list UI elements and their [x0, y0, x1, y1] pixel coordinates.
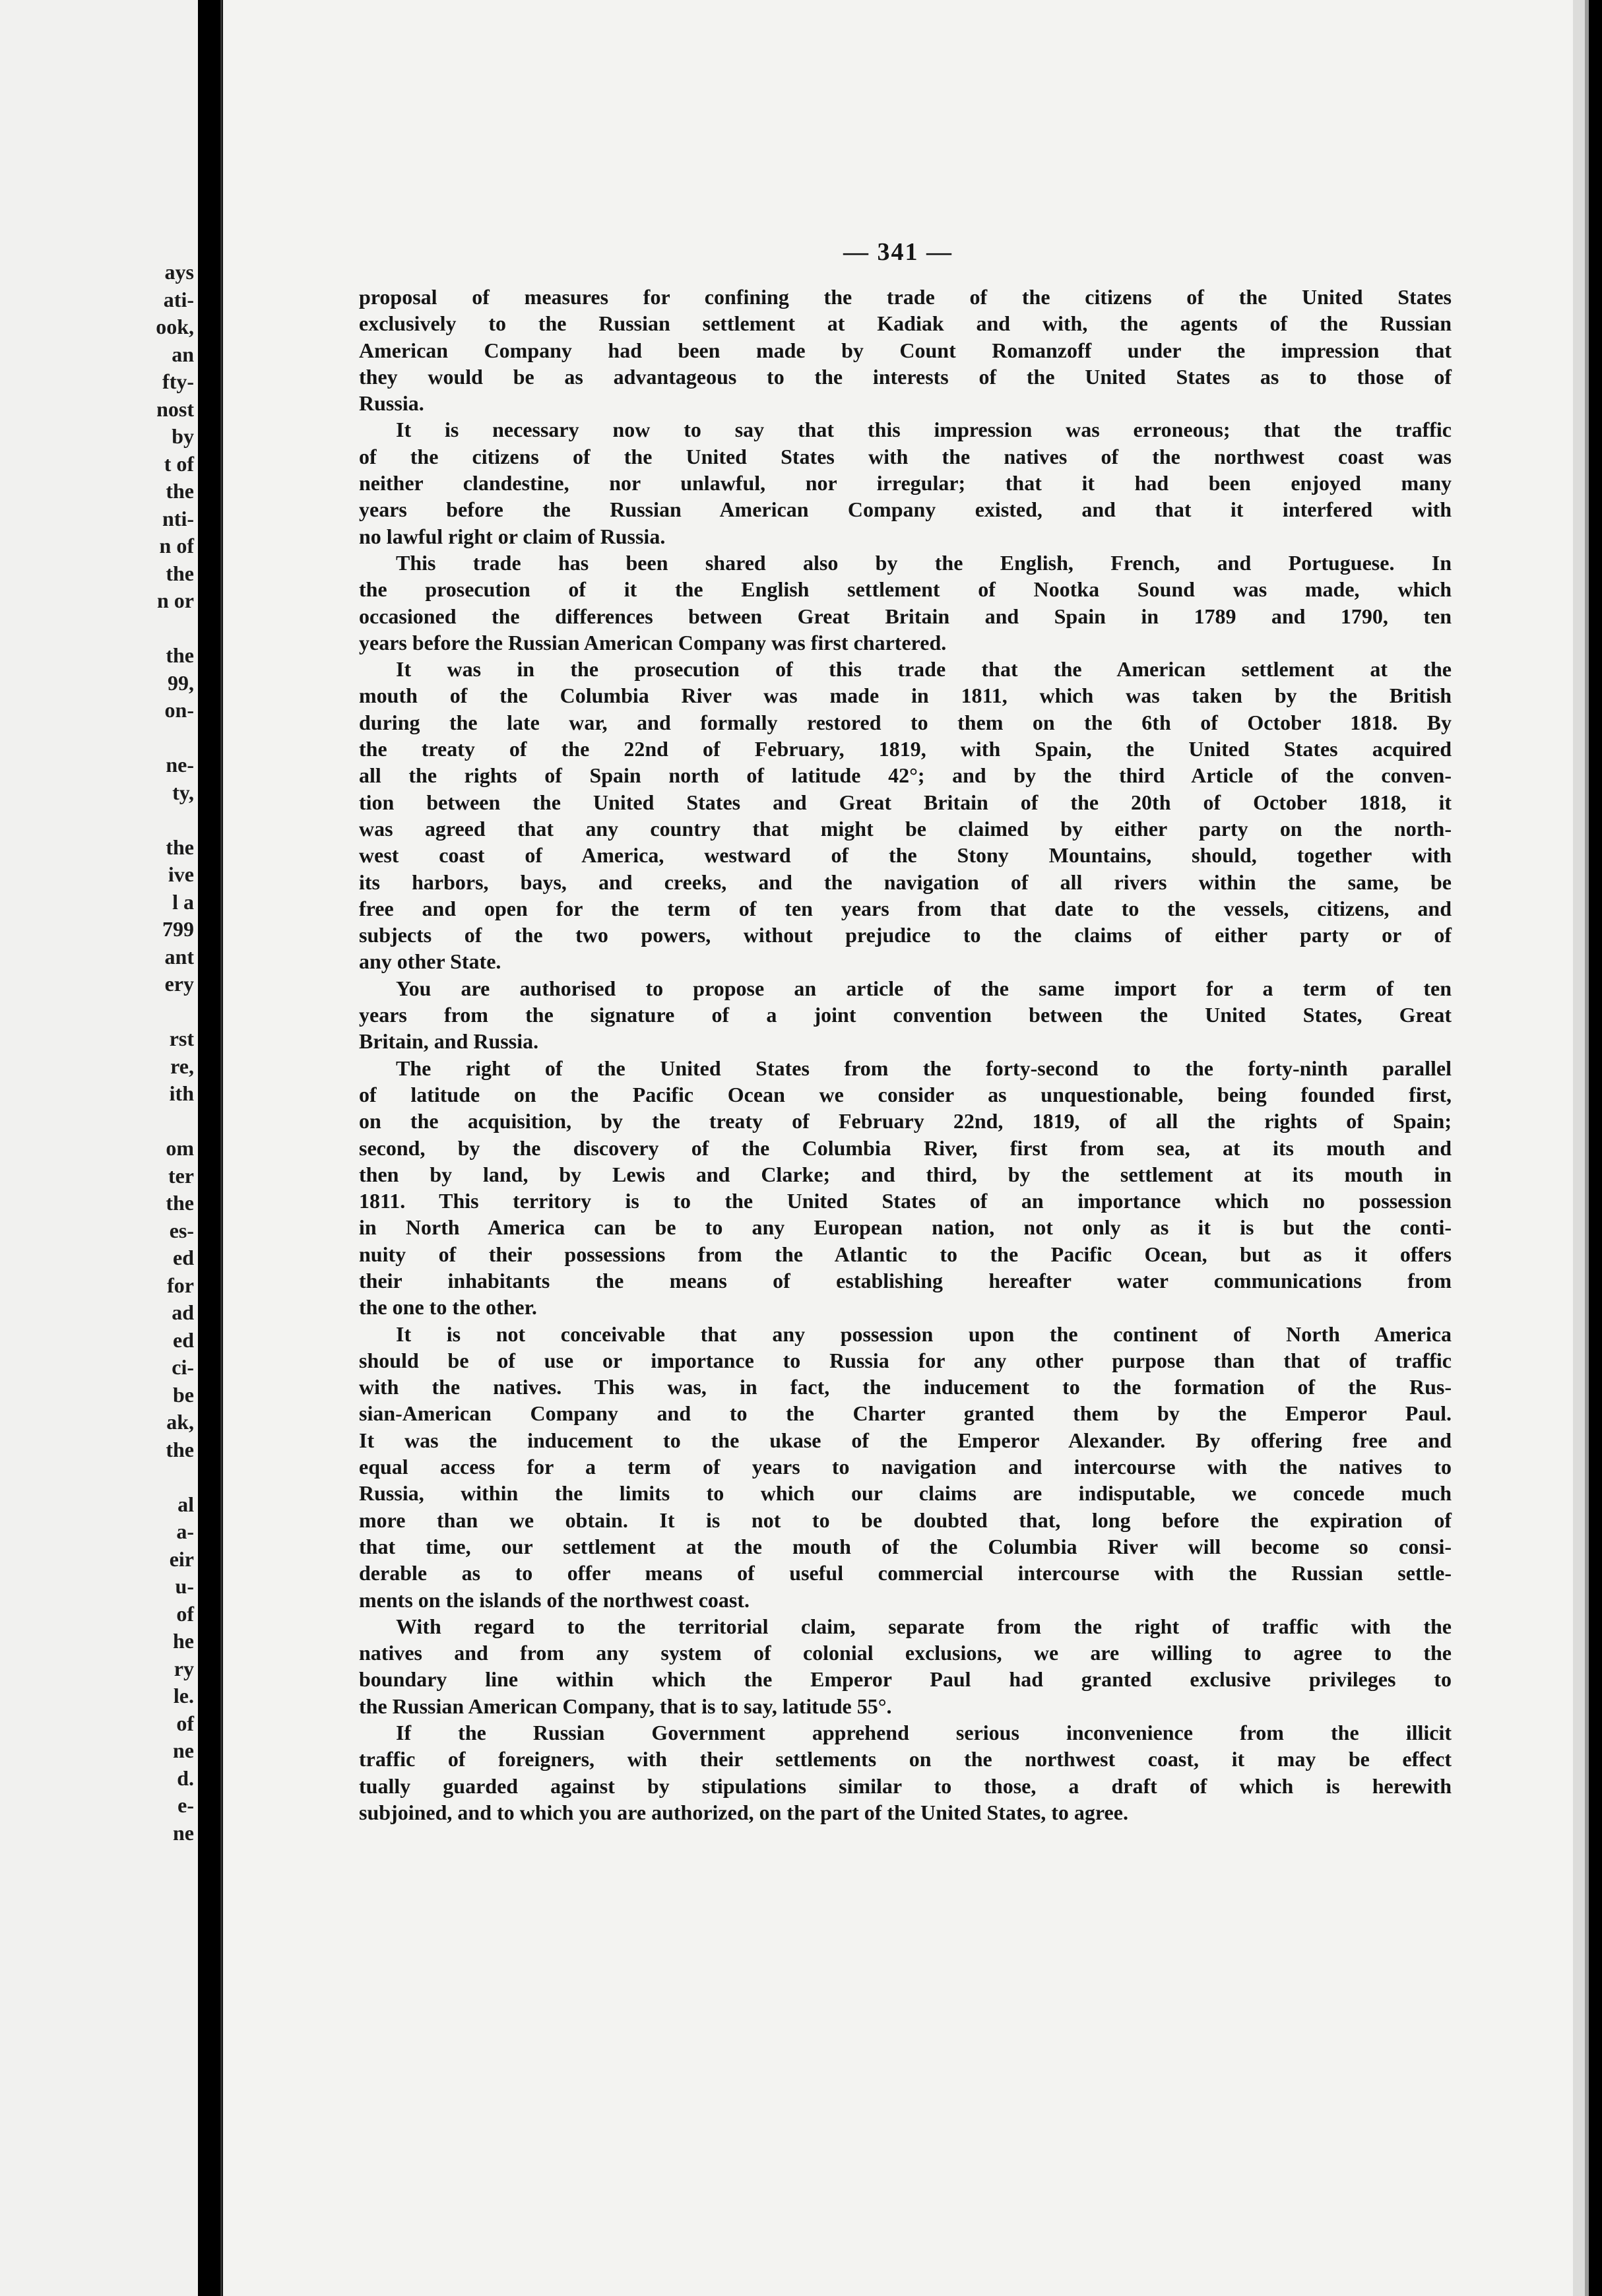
- previous-page-fragment: n or: [157, 589, 194, 612]
- paragraph: [359, 284, 1452, 416]
- previous-page-fragment: ne: [173, 1738, 194, 1762]
- text-line: exclusively to the Russian settlement at Kadiak and with, the agents of the Russian: [359, 311, 1452, 336]
- text-line: its harbors, bays, and creeks, and the navigation of all rivers within the same, be: [359, 870, 1452, 894]
- paragraph: [359, 656, 1452, 975]
- paragraph: [359, 550, 1452, 656]
- text-line: with the natives. This was, in fact, the inducement to the formation of the Rus-: [359, 1375, 1452, 1399]
- text-line: the Russian American Company, that is to say, latitude 55°.: [359, 1694, 892, 1718]
- text-line: American Company had been made by Count Romanzoff under the impression that: [359, 338, 1452, 362]
- paragraph: [359, 1613, 1452, 1719]
- previous-page-fragment: the: [166, 643, 194, 667]
- text-line: Russia, within the limits to which our claims are indisputable, we concede much: [359, 1481, 1452, 1506]
- text-line: subjoined, and to which you are authorized, on the part of the United States, to agree.: [359, 1800, 1128, 1824]
- previous-page-fragment: the: [166, 561, 194, 585]
- text-line: tually guarded against by stipulations similar to those, a draft of which is herewith: [359, 1773, 1452, 1798]
- text-line: years from the signature of a joint convention between the United States, Great: [359, 1003, 1452, 1027]
- page-edge-shadow: [1585, 0, 1589, 2296]
- previous-page-fragment: eir: [169, 1547, 194, 1571]
- previous-page-fragment: ad: [172, 1300, 194, 1324]
- previous-page-fragment: ays: [164, 260, 194, 284]
- text-line: their inhabitants the means of establishing hereafter water communications from: [359, 1268, 1452, 1292]
- text-line: It is not conceivable that any possession upon the continent of North America: [396, 1322, 1452, 1346]
- text-line: should be of use or importance to Russia for any other purpose than that of traffic: [359, 1348, 1452, 1372]
- text-line: of the citizens of the United States with the natives of the northwest coast was: [359, 444, 1452, 468]
- text-line: tion between the United States and Great Britain of the 20th of October 1818, it: [359, 790, 1452, 814]
- previous-page-fragment: ed: [173, 1246, 194, 1269]
- previous-page-fragment: fty-: [162, 369, 194, 393]
- previous-page-fragment: n of: [159, 534, 194, 558]
- text-line: free and open for the term of ten years from that date to the vessels, citizens, and: [359, 896, 1452, 920]
- previous-page-fragment: ery: [164, 972, 194, 996]
- text-line: subjects of the two powers, without prejudice to the claims of either party or of: [359, 923, 1452, 947]
- previous-page-fragment: es-: [169, 1218, 194, 1242]
- text-line: no lawful right or claim of Russia.: [359, 524, 666, 548]
- previous-page-fragment: t of: [164, 451, 194, 476]
- page-gutter: [220, 0, 222, 2296]
- text-line: equal access for a term of years to navigation and intercourse with the natives to: [359, 1455, 1452, 1479]
- paragraph: [359, 1719, 1452, 1826]
- previous-page-fragment: l a: [172, 889, 194, 914]
- text-line: any other State.: [359, 949, 501, 974]
- previous-page-fragment: ty,: [172, 780, 194, 804]
- text-line: This trade has been shared also by the English, French, and Portuguese. In: [396, 550, 1452, 575]
- previous-page-fragment: an: [172, 342, 194, 366]
- previous-page-fragment: the: [166, 835, 194, 859]
- previous-page-fragment: ak,: [166, 1410, 194, 1434]
- previous-page-fragment: the: [166, 1191, 194, 1215]
- text-line: west coast of America, westward of the Stony Mountains, should, together with: [359, 843, 1452, 868]
- text-line: of latitude on the Pacific Ocean we consider as unquestionable, being founded first,: [359, 1082, 1452, 1106]
- previous-page-fragment: ci-: [172, 1355, 194, 1379]
- previous-page-fragment: le.: [173, 1684, 194, 1707]
- previous-page-fragment: ati-: [163, 287, 194, 311]
- previous-page-fragment: e-: [177, 1793, 194, 1817]
- previous-page-fragment: u-: [175, 1574, 194, 1598]
- text-line: occasioned the differences between Great Britain and Spain in 1789 and 1790, ten: [359, 604, 1452, 628]
- previous-page-fragment: re,: [170, 1054, 194, 1078]
- previous-page-fragment: a-: [176, 1519, 194, 1543]
- paragraph: [359, 1055, 1452, 1321]
- previous-page-fragment: d.: [177, 1766, 194, 1790]
- text-line: With regard to the territorial claim, separate from the right of traffic with the: [396, 1614, 1452, 1638]
- text-line: then by land, by Lewis and Clarke; and third, by the settlement at its mouth in: [359, 1162, 1452, 1186]
- previous-page-fragment: on-: [164, 698, 194, 722]
- text-line: was agreed that any country that might be claimed by either party on the north-: [359, 816, 1452, 841]
- text-line: ments on the islands of the northwest coast.: [359, 1587, 750, 1612]
- previous-page-fragment: rst: [169, 1027, 194, 1050]
- previous-page-fragment: the: [166, 479, 194, 503]
- previous-page-fragment: ive: [168, 862, 194, 886]
- text-line: more than we obtain. It is not to be doubted that, long before the expiration of: [359, 1508, 1452, 1532]
- previous-page-fragment: the: [166, 1437, 194, 1461]
- text-line: the treaty of the 22nd of February, 1819, with Spain, the United States acquired: [359, 737, 1452, 761]
- text-line: 1811. This territory is to the United States of an importance which no possession: [359, 1189, 1452, 1213]
- text-line: traffic of foreigners, with their settlements on the northwest coast, it may be effect: [359, 1747, 1452, 1771]
- page-number: — 341 —: [843, 238, 953, 266]
- previous-page-fragment: om: [166, 1136, 194, 1160]
- text-line: proposal of measures for confining the trade of the citizens of the United States: [359, 285, 1452, 309]
- paragraph: [359, 975, 1452, 1055]
- text-line: nuity of their possessions from the Atlantic to the Pacific Ocean, but as it offers: [359, 1242, 1452, 1266]
- previous-page-fragment: ne: [173, 1820, 194, 1845]
- previous-page-fragment: ne-: [166, 753, 194, 777]
- previous-page-fragment: be: [173, 1382, 194, 1407]
- page-edge: [1573, 0, 1585, 2296]
- previous-page-fragment: nost: [156, 397, 194, 421]
- previous-page-fragment: nti-: [162, 506, 194, 530]
- body-text: [359, 284, 1452, 1826]
- previous-page-fragment: ed: [173, 1327, 194, 1352]
- text-line: Britain, and Russia.: [359, 1029, 539, 1054]
- text-line: neither clandestine, nor unlawful, nor irregular; that it had been enjoyed many: [359, 471, 1452, 495]
- previous-page-fragment: ook,: [156, 315, 194, 338]
- text-line: the prosecution of it the English settlement of Nootka Sound was made, which: [359, 577, 1452, 602]
- text-line: in North America can be to any European nation, not only as it is but the conti-: [359, 1215, 1452, 1240]
- text-line: It is necessary now to say that this impression was erroneous; that the traffic: [396, 418, 1452, 442]
- text-line: years before the Russian American Company existed, and that it interfered with: [359, 497, 1452, 522]
- text-line: years before the Russian American Company was first chartered.: [359, 630, 947, 654]
- text-line: It was in the prosecution of this trade that the American settlement at the: [396, 657, 1452, 682]
- text-line: boundary line within which the Emperor Paul had granted exclusive privileges to: [359, 1667, 1452, 1692]
- previous-page-fragment: ant: [164, 944, 194, 969]
- paragraph: [359, 1321, 1452, 1613]
- text-line: during the late war, and formally restored to them on the 6th of October 1818. By: [359, 710, 1452, 734]
- text-line: derable as to offer means of useful commercial intercourse with the Russian settle-: [359, 1561, 1452, 1585]
- text-line: mouth of the Columbia River was made in 1811, which was taken by the British: [359, 684, 1452, 708]
- previous-page-fragment: for: [167, 1273, 194, 1297]
- text-line: The right of the United States from the forty-second to the forty-ninth parallel: [396, 1056, 1452, 1080]
- text-line: that time, our settlement at the mouth of the Columbia River will become so consi-: [359, 1534, 1452, 1558]
- previous-page-fragment: of: [176, 1711, 194, 1735]
- text-line: You are authorised to propose an article of the same import for a term of ten: [396, 976, 1452, 1000]
- previous-page-fragment: al: [177, 1492, 194, 1516]
- previous-page-fragment: by: [172, 424, 194, 448]
- previous-page-fragment: ry: [174, 1656, 194, 1680]
- previous-page-fragment: 799: [162, 917, 194, 941]
- previous-page: [0, 0, 198, 2296]
- text-line: on the acquisition, by the treaty of February 22nd, 1819, of all the rights of Spain;: [359, 1109, 1452, 1133]
- previous-page-fragment: he: [173, 1629, 194, 1653]
- text-line: If the Russian Government apprehend serious inconvenience from the illicit: [396, 1721, 1452, 1745]
- previous-page-fragment: of: [176, 1601, 194, 1626]
- text-line: second, by the discovery of the Columbia River, first from sea, at its mouth and: [359, 1135, 1452, 1160]
- text-line: all the rights of Spain north of latitude 42°; and by the third Article of the conven-: [359, 763, 1452, 788]
- paragraph: [359, 416, 1452, 549]
- text-line: natives and from any system of colonial exclusions, we are willing to agree to the: [359, 1641, 1452, 1665]
- text-line: It was the inducement to the ukase of the Emperor Alexander. By offering free and: [359, 1428, 1452, 1452]
- text-line: Russia.: [359, 391, 424, 416]
- document-page: [223, 0, 1573, 2296]
- text-line: sian-American Company and to the Charter granted them by the Emperor Paul.: [359, 1401, 1452, 1426]
- text-line: the one to the other.: [359, 1295, 537, 1320]
- previous-page-fragment: ith: [169, 1081, 194, 1105]
- previous-page-fragment: 99,: [168, 670, 194, 695]
- previous-page-fragment: ter: [168, 1163, 194, 1188]
- text-line: they would be as advantageous to the interests of the United States as to those of: [359, 364, 1452, 389]
